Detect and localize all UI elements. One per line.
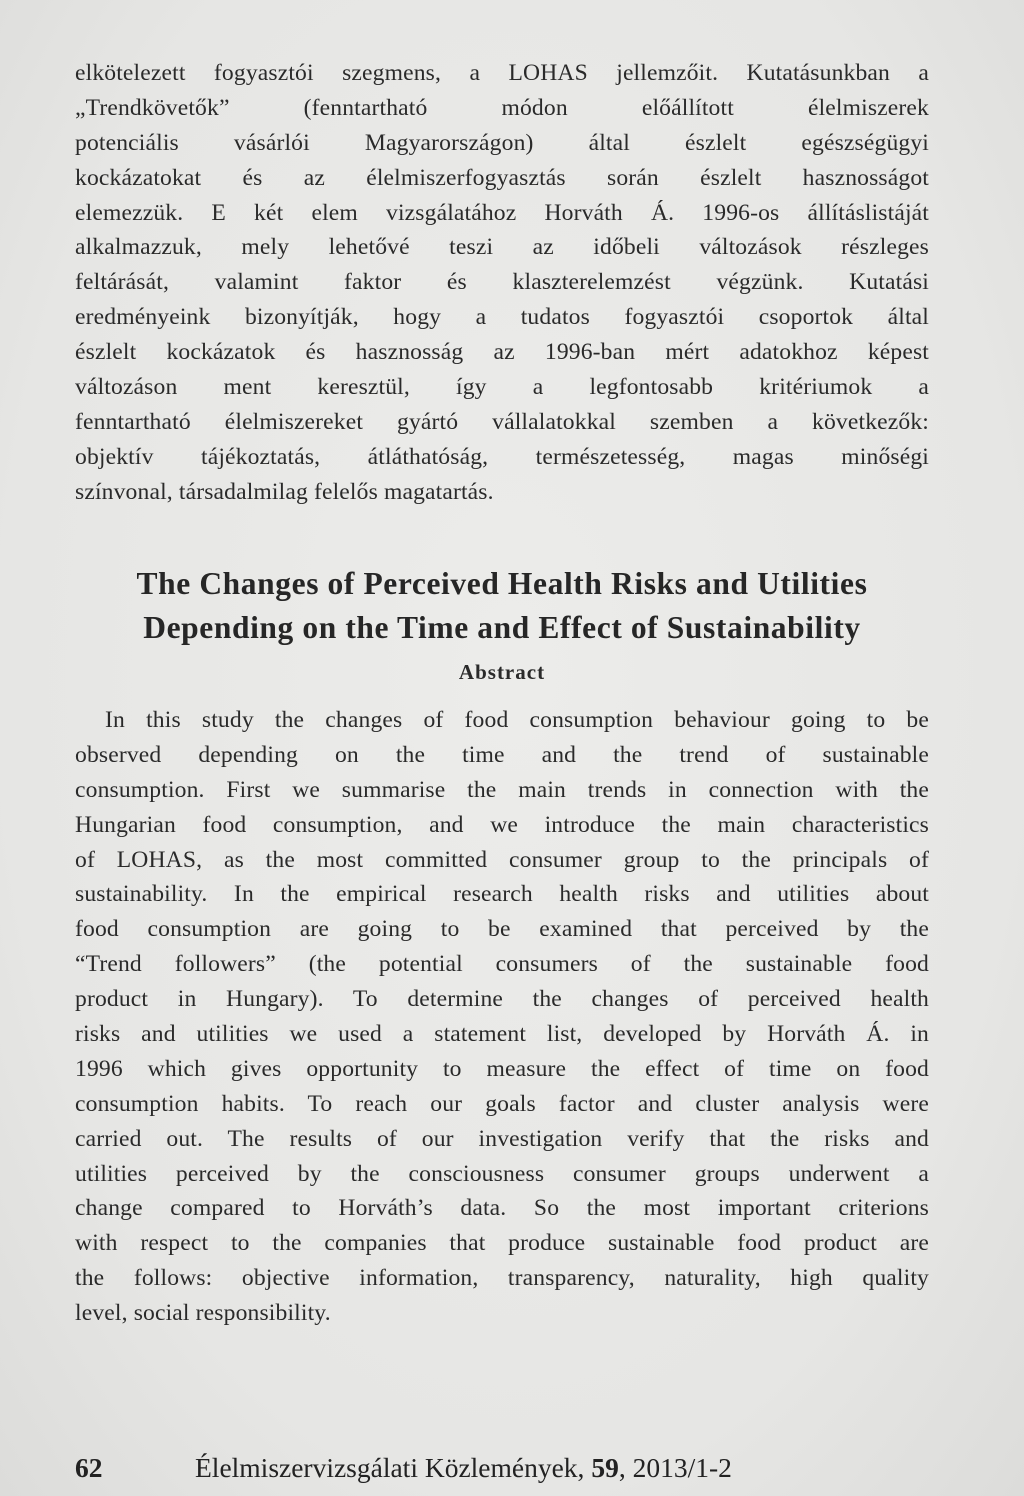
paragraph-line: food consumption are going to be examined that perceived by the [75, 916, 929, 943]
paragraph-line: “Trend followers” (the potential consumers of the sustainable food [75, 951, 929, 978]
paragraph-line: „Trendkövetők” (fenntartható módon előállított élelmiszerek [75, 94, 929, 121]
paragraph-line: utilities perceived by the consciousness consumer groups underwent a [75, 1160, 929, 1187]
paragraph-line: elkötelezett fogyasztói szegmens, a LOHAS jellemzőit. Kutatásunkban a [75, 60, 929, 86]
journal-volume: 59 [591, 1452, 619, 1483]
paragraph-line: alkalmazzuk, mely lehetővé teszi az időbeli változások részleges [75, 234, 929, 261]
paragraph-line: potenciális vásárlói Magyarországon) által észlelt egészségügyi [75, 129, 929, 156]
paragraph-line: carried out. The results of our investigation verify that the risks and [75, 1125, 929, 1152]
paragraph-line: consumption habits. To reach our goals factor and cluster analysis were [75, 1090, 929, 1117]
journal-citation [195, 1450, 732, 1486]
paragraph-line: változáson ment keresztül, így a legfontosabb kritériumok a [75, 374, 929, 401]
paragraph-line: színvonal, társadalmilag felelős magatartás. [75, 478, 494, 505]
paragraph-line: 1996 which gives opportunity to measure the effect of time on food [75, 1055, 929, 1082]
paragraph-line: fenntartható élelmiszereket gyártó vállalatokkal szemben a következők: [75, 408, 929, 435]
paragraph-line: with respect to the companies that produce sustainable food product are [75, 1230, 929, 1257]
paragraph-line: level, social responsibility. [75, 1300, 331, 1327]
paragraph-line: risks and utilities we used a statement list, developed by Horváth Á. in [75, 1021, 929, 1048]
paragraph-line: consumption. First we summarise the main trends in connection with the [75, 776, 929, 803]
paragraph-line: observed depending on the time and the trend of sustainable [75, 741, 929, 768]
abstract-heading: Abstract [458, 660, 546, 684]
paragraph-line: the follows: objective information, transparency, naturality, high quality [75, 1265, 929, 1292]
title-line: The Changes of Perceived Health Risks and Utilities [136, 566, 868, 601]
paragraph-line: objektív tájékoztatás, átláthatóság, természetesség, magas minőségi [75, 443, 929, 470]
paragraph-line: eredményeink bizonyítják, hogy a tudatos fogyasztói csoportok által [75, 304, 929, 331]
paragraph-line: sustainability. In the empirical research health risks and utilities about [75, 881, 929, 908]
paragraph-line: change compared to Horváth’s data. So the most important criterions [75, 1195, 929, 1222]
paragraph-line: észlelt kockázatok és hasznosság az 1996-ban mért adatokhoz képest [75, 339, 929, 366]
english-abstract [75, 703, 929, 1331]
paragraph-line: of LOHAS, as the most committed consumer group to the principals of [75, 846, 929, 873]
paragraph-line: In this study the changes of food consumption behaviour going to be [105, 707, 929, 733]
paragraph-line: elemezzük. E két elem vizsgálatához Horváth Á. 1996-os állításlistáját [75, 199, 929, 226]
page-number: 62 [75, 1452, 103, 1483]
article-title [75, 562, 929, 650]
title-line: Depending on the Time and Effect of Sustainability [143, 610, 861, 645]
paragraph-line: Hungarian food consumption, and we introduce the main characteristics [75, 811, 929, 838]
journal-name: Élelmiszervizsgálati Közlemények, [195, 1452, 592, 1483]
journal-issue: , 2013/1-2 [618, 1452, 732, 1483]
paragraph-line: kockázatokat és az élelmiszerfogyasztás során észlelt hasznosságot [75, 164, 929, 191]
hungarian-abstract [75, 56, 929, 510]
paragraph-line: feltárását, valamint faktor és klaszterelemzést végzünk. Kutatási [75, 269, 929, 296]
paragraph-line: product in Hungary). To determine the changes of perceived health [75, 986, 929, 1013]
